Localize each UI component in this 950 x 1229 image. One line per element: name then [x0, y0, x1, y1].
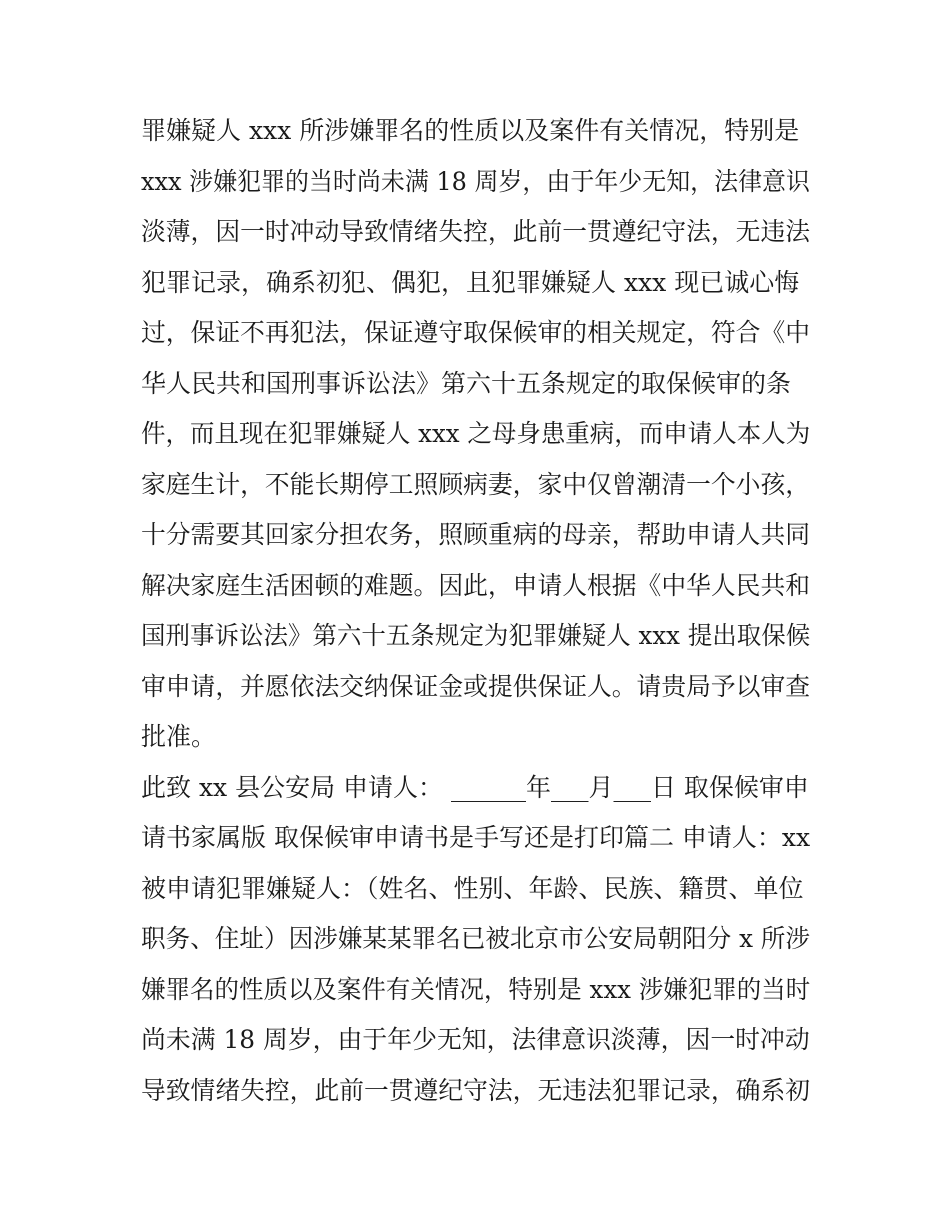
text-line: 过，保证不再犯法，保证遵守取保候审的相关规定，符合《中	[141, 318, 811, 347]
text-line: 嫌罪名的性质以及案件有关情况，特别是 xxx 涉嫌犯罪的当时	[141, 975, 811, 1004]
text-line: 罪嫌疑人 xxx 所涉嫌罪名的性质以及案件有关情况，特别是	[141, 116, 800, 145]
text-line: 华人民共和国刑事诉讼法》第六十五条规定的取保候审的条	[141, 369, 792, 398]
text-line: 此致 xx 县公安局 申请人： ______年___月___日 取保候审申	[141, 773, 809, 802]
text-line: 件，而且现在犯罪嫌疑人 xxx 之母身患重病，而申请人本人为	[141, 419, 811, 448]
text-line: 家庭生计，不能长期停工照顾病妻，家中仅曾潮清一个小孩，	[141, 470, 811, 499]
text-line: 尚未满 18 周岁，由于年少无知，法律意识淡薄，因一时冲动	[141, 1025, 810, 1054]
text-line: 请书家属版 取保候审申请书是手写还是打印篇二 申请人：xx	[141, 823, 811, 852]
text-line: 淡薄，因一时冲动导致情绪失控，此前一贯遵纪守法，无违法	[141, 217, 811, 246]
text-line: 十分需要其回家分担农务，照顾重病的母亲，帮助申请人共同	[141, 520, 811, 549]
text-line: 职务、住址）因涉嫌某某罪名已被北京市公安局朝阳分 x 所涉	[141, 924, 810, 953]
text-line: 审申请，并愿依法交纳保证金或提供保证人。请贵局予以审查	[141, 672, 811, 701]
text-line: 批准。	[141, 722, 217, 751]
text-line: 被申请犯罪嫌疑人：（姓名、性别、年龄、民族、籍贯、单位	[141, 874, 804, 903]
text-line: 导致情绪失控，此前一贯遵纪守法，无违法犯罪记录，确系初	[141, 1076, 811, 1105]
text-line: 犯罪记录，确系初犯、偶犯，且犯罪嫌疑人 xxx 现已诚心悔	[141, 268, 800, 297]
text-line: 解决家庭生活困顿的难题。因此，申请人根据《中华人民共和	[141, 571, 811, 600]
text-line: xxx 涉嫌犯罪的当时尚未满 18 周岁，由于年少无知，法律意识	[141, 167, 810, 196]
text-line: 国刑事诉讼法》第六十五条规定为犯罪嫌疑人 xxx 提出取保候	[141, 621, 811, 650]
